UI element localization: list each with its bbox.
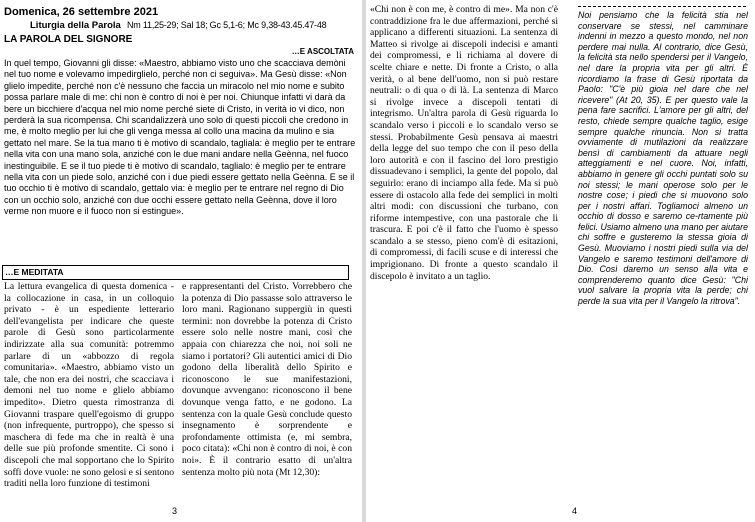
gospel-text: In quel tempo, Giovanni gli disse: «Maestro, abbiamo visto uno che scacciava demòni nel tuo nome e volevamo impedirglielo, perché non ci seguiva». Ma Gesù disse: «Non glielo impedite, perché non c'è nessuno che faccia un miracolo nel mio nome e subito possa parlare male di me: chi non è contro di noi è per noi. Chiunque infatti vi darà da bere un bicchiere d'acqua nel mio nome perché siete di Cristo, in verità io vi dico, non perderà la sua ricompensa. Chi scandalizzerà uno solo di questi piccoli che credono in me, è molto meglio per lui che gli venga messa al collo una macina da mulino e sia gettato nel mare. Se la tua mano ti è motivo di scandalo, tagliala: è meglio per te entrare nella vita con una mano sola, anziché con le due mani andare nella Geènna, nel fuoco inestinguibile. E se il tuo piede ti è motivo di scandalo, taglialo: è meglio per te entrare nella vita con un piede solo, anziché con i due piedi essere gettato nella Geènna. E se il tuo occhio ti è motivo di scandalo, gettalo via: è meglio per te entrare nel regno di Dio con un occhio solo, anziché con due occhi essere gettato nella Geènna, dove il loro verme non muore e il fuoco non si estingue».	[4, 58, 356, 217]
meditata-heading: …E MEDITATA	[2, 265, 349, 280]
right-page	[366, 0, 755, 522]
meditation-column-2: e rappresentanti del Cristo. Vorrebbero che la potenza di Dio passasse solo attraverso le loro mani. Ragionano suppergiù in questi termini: non dovrebbe la potenza di Cristo essere solo nelle nostre mani, così che appaia con chiarezza che noi, noi soli ne siamo i portatori? Gli autentici amici di Dio godono della liberalità dello Spirito e riconoscono le sue manifestazioni, dovunque avvengano: riconoscono il bene dovunque venga fatto, e ne godono. La sentenza con la quale Gesù conclude questo insegnamento è sorprendente e profondamente ottimista (e, mi sembra, poco citata): «Chi non è contro di noi, è con noi». È il contrario esatto di un'altra sentenza molto più nota (Mt 12,30):	[182, 281, 352, 478]
page-number-left: 3	[172, 506, 178, 516]
reflection-column: «Chi non è con me, è contro di me». Ma non c'è contraddizione fra le due affermazioni, perché si applicano a differenti situazioni. La sentenza di Matteo si rivolge ai discepoli indecisi e amanti dei compromessi, e li richiama al dovere di scelte chiare e nette. Di fronte a Cristo, o alla verità, o al bene dell'uomo, non si può restare neutrali: o di qua o di là. La sentenza di Marco si rivolge invece a discepoli tentati di integrismo. Un'altra parola di Gesù riguarda lo scandalo verso i piccoli e lo scandalo verso se stessi. Probabilmente Gesù pensava ai maestri della legge del suo tempo che con il peso della loro autorità e con il fascino del loro prestigio dissuadevano i semplici, la gente del popolo, dal seguirlo: erano di inciampo alla fede. Ma si può essere di ostacolo alla fede dei semplici in molti altri modi: con discussioni che turbano, con riforme intempestive, con una pastorale che li trascura. E poi c'è il fatto che l'uomo è spesso scandalo a se stesso, pieno com'è di esitazioni, di compromessi, di facili scuse e di interessi che imprigionano. Di fronte a questo scandalo il discepolo è invitato a un taglio.	[370, 4, 558, 282]
date-heading: Domenica, 26 settembre 2021	[4, 6, 159, 18]
page-number-right: 4	[572, 506, 578, 516]
sidebar-dashed-rule	[578, 6, 746, 7]
ascoltata-label: …E ASCOLTATA	[291, 47, 354, 56]
left-page	[0, 0, 362, 522]
liturgy-label: Liturgia della Parola	[30, 20, 121, 31]
section-title: LA PAROLA DEL SIGNORE	[4, 34, 133, 45]
sidebar-text: Noi pensiamo che la felicità stia nel conservare se stessi, nel camminare indenni in mezzo a questo mondo, nel non perdere mai nulla. Al contrario, dice Gesù, la felicità sta nello spendersi per il Vangelo, nel dare la propria vita per gli altri. È ricordiamo la frase di Gesù riportata da Paolo: "C'è più gioia nel dare che nel ricevere" (At 20, 35). E per questo vale la pena fare sacrifici. L'amore per gli altri, del resto, chiede sempre qualche taglio, esige sempre qualche rinuncia. Non si tratta ovviamente di mutilazioni da realizzare bensì di cambiamenti da attuare negli atteggiamenti e nel cuore. Noi, infatti, abbiamo in genere gli occhi puntati solo su noi stessi; le mani operose solo per le nostre cose; i piedi che si muovono solo per i nostri affari. Togliamoci almeno un occhio di dosso e saremo ce-rtamente più felici. Usiamo almeno una mano per aiutare chi soffre e gusteremo la stessa gioia di Gesù. Muoviamo i nostri piedi sulla via del Vangelo e saremo testimoni dell'amore di Dio. Così daremo un senso alla vita e comprenderemo quanto dice Gesù: "Chi vuol salvare la propria vita la perde; chi perde la sua vita per il Vangelo la ritrova".	[578, 10, 748, 307]
liturgy-references: Nm 11,25-29; Sal 18; Gc 5,1-6; Mc 9,38-43.45.47-48	[127, 20, 327, 30]
meditation-column-1: La lettura evangelica di questa domenica - la collocazione in casa, in un colloquio privato - è un espediente letterario dell'evangelista per indicare che queste parole di Gesù sono particolarmente indirizzate alla sua comunità: potremmo parlare di un «abbozzo di regola comunitaria». «Maestro, abbiamo visto un tale, che non era dei nostri, che scacciava i demoni nel tuo nome e glielo abbiamo impedito». Dietro questa rimostranza di Giovanni traspare quell'egoismo di gruppo (non infrequente, purtroppo), che spesso si maschera di fede ma che in realtà è una delle sue più profonde smentite. Ci sono i discepoli che mal sopportano che lo Spirito soffi dove vuole: ne sono gelosi e si sentono traditi nella loro funzione di testimoni	[4, 281, 174, 490]
